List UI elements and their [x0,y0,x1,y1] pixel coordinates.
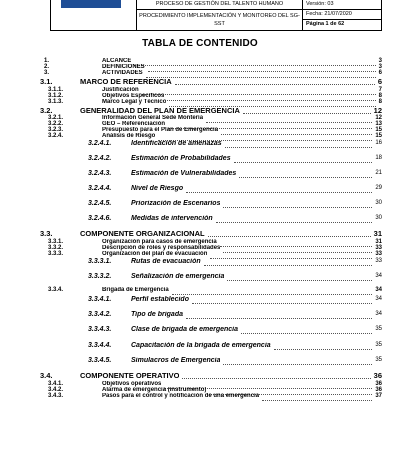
toc-entry-page: 21 [375,170,382,176]
toc-entry-label: Análisis de Riesgo [102,133,156,139]
toc-entry-label: ACTIVIDADES [102,70,143,76]
toc-entry-label: Organización del plan de evacuación [102,251,208,257]
toc-entry-number: 3.2.3. [48,127,64,133]
toc-entry-number: 3.3.4.1. [88,296,112,303]
toc-leader-dots [241,332,372,334]
toc-entry-label: Objetivos Específicos [102,93,165,99]
toc-entry-number: 3.2.4.6. [88,215,112,222]
toc-entry-page: 29 [375,185,382,191]
toc-entry-page: 3 [378,58,382,64]
toc-entry-page: 30 [375,215,382,221]
toc-entry-page: 30 [375,200,382,206]
toc-leader-dots [186,317,372,319]
toc-entry-number: 3.3. [40,229,53,238]
toc-entry-label: Nivel de Riesgo [131,185,184,192]
toc-entry-label: DEFINICIONES [102,64,145,70]
toc-entry-label: Medidas de intervención [131,215,213,222]
toc-entry-number: 3.2.4. [48,133,64,139]
toc-entry-label: Información General Sede Montería [102,115,204,121]
toc-entry-number: 3.3.4.5. [88,357,112,364]
toc-entry-page: 35 [375,342,382,348]
toc-leader-dots [243,112,371,114]
toc-entry-page: 36 [375,381,382,387]
toc-leader-dots [274,348,372,350]
toc-entry-label: Descripción de roles y responsabilidades [102,245,221,251]
toc-leader-dots [216,221,372,223]
document-header [50,0,382,31]
toc-entry-label: Clase de brigada de emergencia [131,326,238,333]
toc-entry-number: 3.3.4.2. [88,311,112,318]
toc-entry-label: GEO – Referenciación [102,121,166,127]
toc-entry-number: 3.2. [40,106,53,115]
toc-entry-label: GENERALIDAD DEL PLAN DE EMERGENCIA [80,106,240,115]
toc-entry-page: 36 [375,387,382,393]
toc-leader-dots [134,64,376,66]
toc-entry-label: Priorización de Escenarios [131,200,221,207]
toc-leader-dots [220,245,372,247]
toc-entry-label: Perfil establecido [131,296,189,303]
toc-entry-label: Pasos para el control y notificación de una emergencia [102,393,260,399]
toc-leader-dots [225,146,372,148]
toc-entry-label: Señalización de emergencia [131,273,225,280]
toc-entry-label: Simulacros de Emergencia [131,357,221,364]
process-title: PROCESO DE GESTIÓN DEL TALENTO HUMANO [137,0,302,10]
toc-title: TABLA DE CONTENIDO [142,38,258,49]
toc-entry-page: 33 [375,258,382,264]
toc-entry-number: 3.2.4.3. [88,170,112,177]
toc-entry-number: 3.3.3.1. [88,258,112,265]
toc-entry-page: 16 [375,140,382,146]
toc-leader-dots [206,121,372,123]
toc-entry-page: 3 [378,64,382,70]
toc-leader-dots [223,206,372,208]
toc-entry-page: 35 [375,326,382,332]
toc-entry-number: 3.4.1. [48,381,64,387]
toc-leader-dots [146,76,376,78]
toc-entry-number: 3.1.1. [48,87,64,93]
toc-entry-number: 2. [44,64,50,70]
toc-entry-page: 34 [375,273,382,279]
toc-leader-dots [186,191,372,193]
toc-leader-dots [210,257,372,259]
toc-entry-number: 3.3.3. [48,251,64,257]
toc-entry-page: 12 [375,115,382,121]
toc-entry-label: Rutas de evacuación [131,258,201,265]
toc-entry-number: 3.1.2. [48,93,64,99]
toc-entry-page: 36 [373,371,382,380]
toc-entry-page: 7 [378,87,382,93]
toc-entry-page: 33 [375,245,382,251]
logo [51,0,137,30]
toc-entry-number: 3.2.4.4. [88,185,112,192]
toc-entry-number: 3.4. [40,371,53,380]
toc-entry-page: 8 [378,99,382,105]
toc-leader-dots [239,176,372,178]
toc-entry-number: 3.3.2. [48,245,64,251]
toc-leader-dots [208,235,371,237]
toc-entry-number: 3.3.4.3. [88,326,112,333]
toc-entry-number: 3.2.4.2. [88,155,112,162]
toc-leader-dots [192,302,372,304]
toc-leader-dots [223,363,372,365]
toc-entry-label: ALCANCE [102,58,132,64]
toc-leader-dots [234,161,372,163]
toc-leader-dots [167,99,376,101]
toc-entry-label: MARCO DE REFERENCIA [80,77,172,86]
toc-entry-number: 3.1.3. [48,99,64,105]
toc-entry-page: 6 [377,77,382,86]
toc-entry-label: Marco Legal y Técnico [102,99,167,105]
toc-leader-dots [182,377,371,379]
toc-entry-page: 13 [375,121,382,127]
toc-entry-page: 6 [378,70,382,76]
toc-entry-label: Organización para casos de emergencia [102,239,217,245]
toc-leader-dots [221,133,372,135]
header-titles [137,0,303,30]
toc-entry-page: 8 [378,93,382,99]
page-label: Página 1 de 62 [306,21,345,27]
toc-entry-label: Identificación de amenazas [131,140,222,147]
toc-entry-number: 3.3.4. [48,287,64,293]
date-label: Fecha: 21/07/2020 [303,10,381,20]
toc-leader-dots [227,279,372,281]
toc-leader-dots [172,293,372,295]
toc-entry-number: 3.4.3. [48,393,64,399]
toc-entry-page: 34 [375,311,382,317]
toc-entry-page: 34 [375,296,382,302]
toc-entry-page: 31 [373,229,382,238]
version-label: Versión: 03 [303,0,381,10]
toc-entry-number: 3.2.2. [48,121,64,127]
toc-leader-dots [223,251,372,253]
toc-entry-page: 15 [375,127,382,133]
toc-leader-dots [262,399,372,401]
toc-entry-page: 34 [375,287,382,293]
toc-entry-label: Brigada de Emergencia [102,287,169,293]
toc-entry-page: 33 [375,251,382,257]
toc-entry-number: 3. [44,70,50,76]
toc-entry-page: 15 [375,133,382,139]
toc-entry-number: 3.3.4.4. [88,342,112,349]
procedure-title: PROCEDIMIENTO IMPLEMENTACIÓN Y MONITOREO DEL SG-SST [139,13,300,27]
toc-entry-number: 3.3.3.2. [88,273,112,280]
toc-leader-dots [175,83,375,85]
toc-entry-page: 12 [373,106,382,115]
toc-entry-page: 37 [375,393,382,399]
toc-entry-label: COMPONENTE ORGANIZACIONAL [80,229,205,238]
toc-entry-number: 3.2.1. [48,115,64,121]
toc-entry-label: Estimación de Probabilidades [131,155,231,162]
toc-entry-page: 31 [375,239,382,245]
toc-entry-page: 35 [375,357,382,363]
toc-entry-page: 18 [375,155,382,161]
toc-entry-number: 3.1. [40,77,53,86]
toc-entry-label: Presupuesto para el Plan de Emergencia [102,127,219,133]
toc-leader-dots [148,70,376,72]
toc-entry-label: COMPONENTE OPERATIVO [80,371,180,380]
toc-entry-label: Estimación de Vulnerabilidades [131,170,237,177]
toc-entry-label: Capacitación de la brigada de emergencia [131,342,271,349]
toc-entry-number: 3.2.4.5. [88,200,112,207]
toc-entry-number: 3.3.1. [48,239,64,245]
toc-entry-label: Tipo de brigada [131,311,183,318]
toc-entry-number: 3.2.4.1. [88,140,112,147]
toc-leader-dots [142,93,376,95]
toc-leader-dots [204,264,372,266]
toc-entry-number: 3.4.2. [48,387,64,393]
header-meta [303,0,381,30]
toc-entry-label: Alarma de emergencia (instrumento) [102,387,207,393]
logo-mark [61,0,121,8]
toc-entry-label: Justificación [102,87,139,93]
toc-entry-label: Objetivos operativos [102,381,162,387]
toc-entry-number: 1. [44,58,50,64]
